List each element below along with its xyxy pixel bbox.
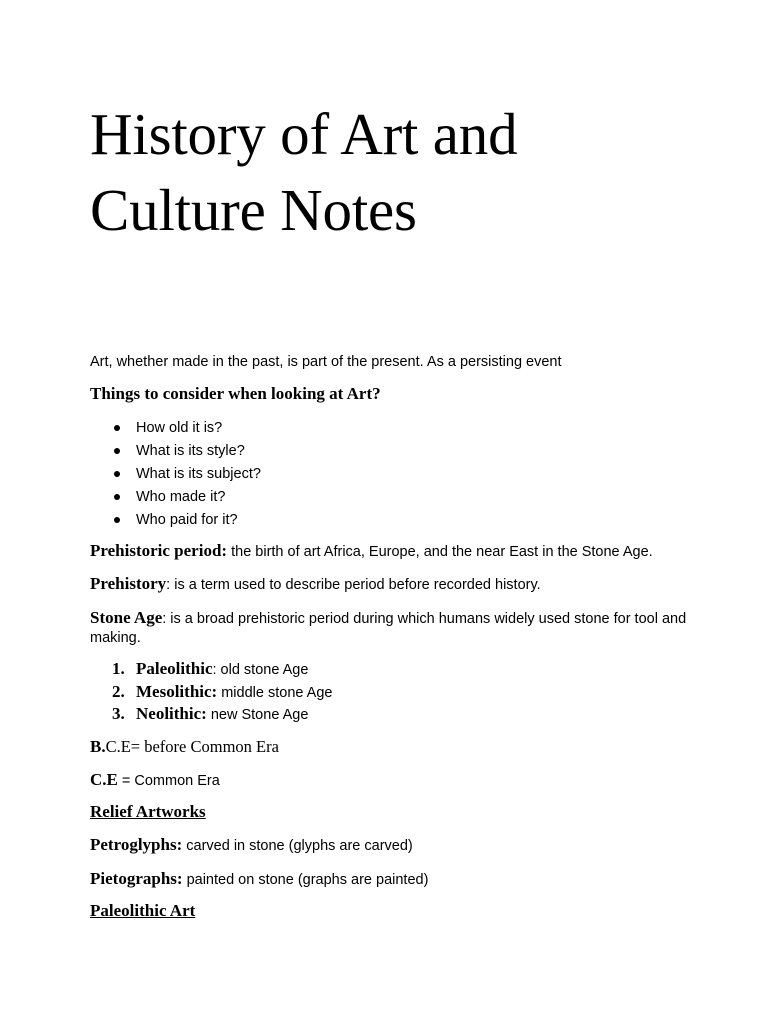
intro-paragraph: Art, whether made in the past, is part of the present. As a persisting event	[90, 354, 562, 370]
definition-text: the birth of art Africa, Europe, and the near East in the Stone Age.	[227, 544, 653, 560]
bce-definition	[90, 737, 690, 756]
list-item: Who made it?	[90, 488, 261, 511]
list-number: 2.	[112, 681, 125, 701]
list-number: 3.	[112, 704, 125, 723]
period-text: new Stone Age	[206, 707, 309, 723]
period-text: middle stone Age	[217, 684, 333, 701]
definition-term: C.E	[90, 770, 118, 789]
definition-term: Stone Age	[90, 608, 163, 627]
definition-text: C.E= before Common Era	[105, 737, 279, 756]
definition-term: Pietographs:	[90, 869, 183, 888]
period-text: : old stone Age	[212, 662, 309, 678]
list-item	[90, 704, 332, 727]
paleolithic-art-heading: Paleolithic Art	[90, 901, 196, 920]
petroglyphs-definition	[90, 835, 690, 856]
definition-text: carved in stone (glyphs are carved)	[182, 838, 413, 854]
ce-definition	[90, 770, 690, 791]
definition-text: painted on stone (graphs are painted)	[182, 872, 429, 888]
document-title	[90, 96, 517, 248]
period-term: Neolithic:	[136, 704, 207, 723]
period-term: Mesolithic:	[136, 681, 218, 701]
list-item: How old it is?	[90, 419, 261, 442]
stone-age-periods-list	[90, 659, 332, 727]
list-item: What is its style?	[90, 442, 261, 465]
pietographs-definition	[90, 869, 690, 890]
definition-text: = Common Era	[117, 773, 220, 789]
consider-heading: Things to consider when looking at Art?	[90, 384, 381, 403]
definition-term: Prehistory	[90, 574, 167, 593]
title-line-2: Culture Notes	[90, 177, 417, 243]
title-line-1: History of Art and	[90, 101, 518, 167]
definition-text: : is a broad prehistoric period during which humans widely used stone for tool and making.	[90, 611, 687, 646]
prehistoric-period-definition	[90, 541, 690, 562]
list-item: Who paid for it?	[90, 511, 261, 534]
consider-list	[90, 419, 261, 534]
prehistory-definition	[90, 574, 690, 595]
stone-age-definition	[90, 608, 690, 648]
list-item: What is its subject?	[90, 465, 261, 488]
list-number: 1.	[112, 659, 125, 678]
period-term: Paleolithic	[136, 659, 213, 678]
relief-artworks-heading: Relief Artworks	[90, 802, 206, 821]
list-item	[90, 659, 332, 682]
definition-text: : is a term used to describe period before recorded history.	[166, 577, 541, 593]
definition-term: Prehistoric period:	[90, 541, 228, 560]
definition-term: Petroglyphs:	[90, 835, 183, 854]
list-item	[90, 682, 332, 705]
definition-term: B.	[90, 737, 106, 756]
